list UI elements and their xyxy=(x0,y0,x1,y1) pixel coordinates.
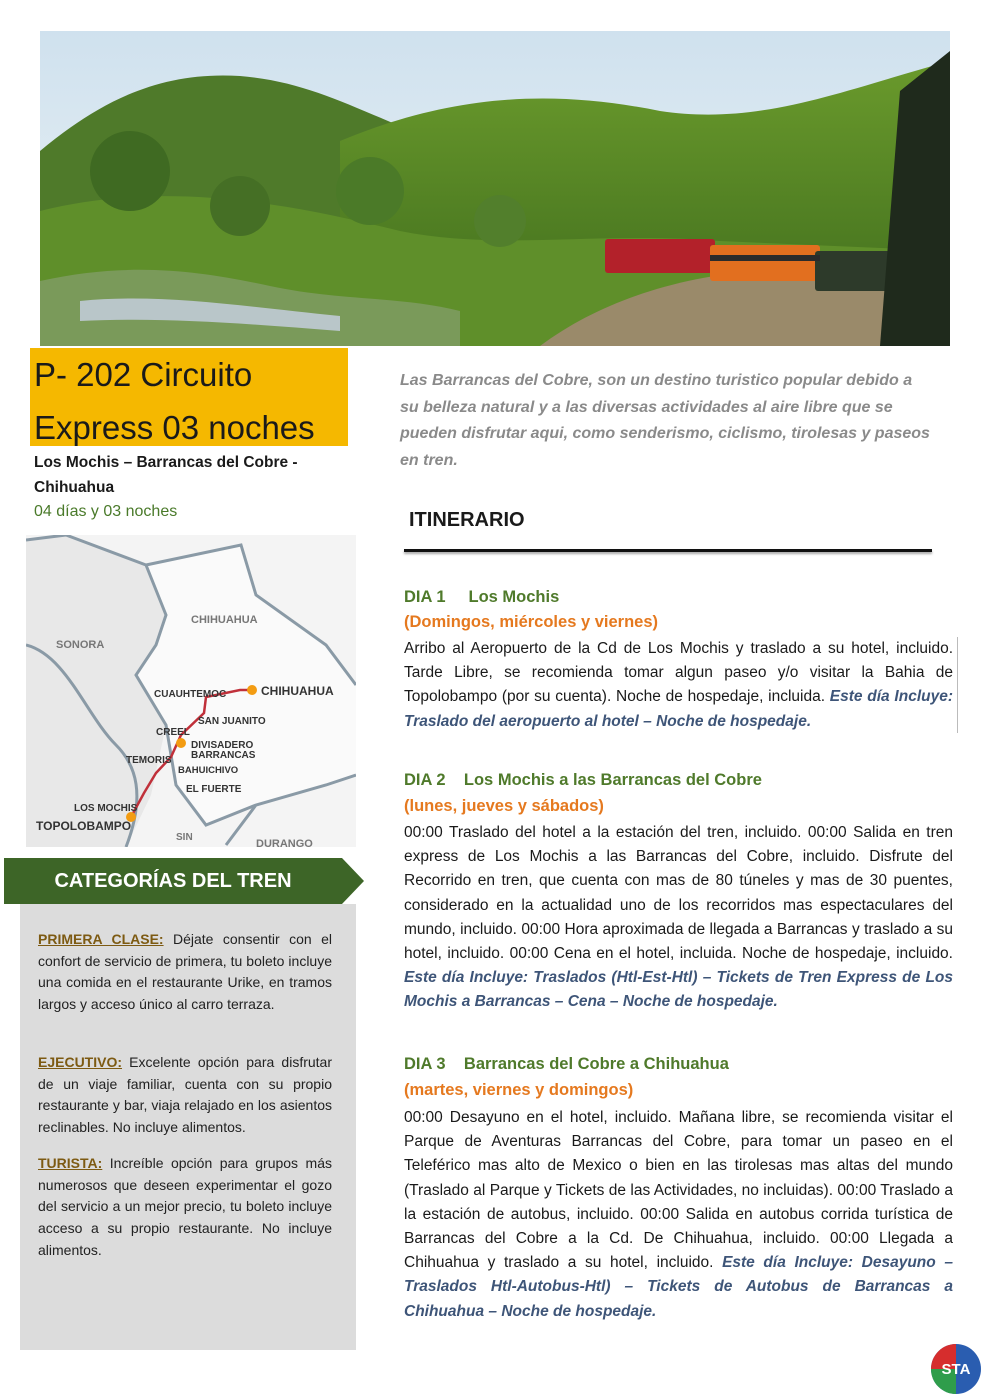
category-text: Excelente opción para disfrutar de un viaje familiar, cuenta con su propio restaurante y bar, viaja relajado en los asientos reclinables. No incluye alimentos. xyxy=(38,1054,332,1136)
map-city-cuauhtemoc: CUAUHTEMOC xyxy=(154,689,227,700)
day-3-includes: Este día Incluye: Desayuno – Traslados Htl-Autobus-Htl) – Tickets de Autobus de Barrancas a Chihuahua – Noche de hospedaje. xyxy=(404,1254,953,1320)
categories-banner xyxy=(4,858,364,904)
logo-text: STA xyxy=(941,1361,971,1378)
map-state-durango: DURANGO xyxy=(256,838,313,847)
day-1-includes: Este día Incluye: Traslado del aeropuerto al hotel – Noche de hospedaje. xyxy=(404,688,953,730)
categories-heading: CATEGORÍAS DEL TREN xyxy=(54,870,292,892)
map-city-el-fuerte: EL FUERTE xyxy=(186,784,242,795)
map-city-los-mochis: LOS MOCHIS xyxy=(74,803,138,814)
title-box xyxy=(30,348,348,446)
route: Los Mochis – Barrancas del Cobre - Chihuahua xyxy=(34,454,298,496)
day-1-weekdays: (Domingos, miércoles y viernes) xyxy=(404,613,659,631)
category-turista xyxy=(38,1153,332,1262)
category-name: TURISTA: xyxy=(38,1155,103,1171)
map-state-sonora: SONORA xyxy=(56,639,105,651)
title-line-2: Express 03 noches xyxy=(34,409,315,446)
itinerary-title: ITINERARIO xyxy=(409,509,525,531)
hero-photo xyxy=(40,31,950,346)
map-city-chihuahua: CHIHUAHUA xyxy=(261,684,334,698)
itinerary-divider xyxy=(404,549,932,552)
day-1-heading: DIA 1 Los Mochis xyxy=(404,588,560,606)
day-2-text xyxy=(404,821,953,1015)
day-3-weekdays: (martes, viernes y domingos) xyxy=(404,1081,634,1099)
map-state-chihuahua: CHIHUAHUA xyxy=(191,614,258,626)
category-primera xyxy=(38,929,332,1016)
map-city-topolobampo: TOPOLOBAMPO xyxy=(36,819,132,833)
map-city-creel: CREEL xyxy=(156,727,190,738)
category-ejecutivo xyxy=(38,1052,332,1139)
map-city-bahuichivo: BAHUICHIVO xyxy=(178,765,239,776)
category-text: Déjate consentir con el confort de servicio de primera, tu boleto incluye una comida en el restaurante Urike, en tramos largos y acceso único al carro terraza. xyxy=(38,931,332,1013)
category-name: EJECUTIVO: xyxy=(38,1054,123,1070)
day-3-text xyxy=(404,1106,953,1324)
intro-text: Las Barrancas del Cobre, son un destino turistico popular debido a su belleza natural y a las diversas actividades al aire libre que se pueden disfrutar aqui, como senderismo, ciclismo, tirolesas y paseos en tren. xyxy=(400,372,930,469)
category-text: Increíble opción para grupos más numerosos que deseen experimentar el gozo del servicio a un mejor precio, tu boleto incluye acceso a su propio restaurante. No incluye alimentos. xyxy=(38,1155,332,1258)
duration: 04 días y 03 noches xyxy=(34,503,178,520)
day-1-body: Arribo al Aeropuerto de la Cd de Los Mochis y traslado a su hotel, incluido. Tarde Libre, se recomienda tomar algun paseo y/o visitar la Bahia de Topolobampo (por su cuenta). Noche de hospedaje, incluida. xyxy=(404,640,953,706)
day-3-heading: DIA 3 Barrancas del Cobre a Chihuahua xyxy=(404,1055,729,1073)
title-line-1: P- 202 Circuito xyxy=(34,356,253,393)
category-name: PRIMERA CLASE: xyxy=(38,931,164,947)
day-2-includes: Este día Incluye: Traslados (Htl-Est-Htl) – Tickets de Tren Express de Los Mochis a Barrancas – Cena – Noche de hospedaje. xyxy=(404,969,953,1011)
day-1-text xyxy=(404,637,953,734)
day-2-weekdays: (lunes, jueves y sábados) xyxy=(404,797,604,815)
route-map xyxy=(26,535,356,847)
day-3-body: 00:00 Desayuno en el hotel, incluido. Mañana libre, se recomienda visitar el Parque de Aventuras Barrancas del Cobre, para tomar un paseo en el Teleférico mas alto de Mexico o bien en las tirolesas mas altas del mundo (Traslado al Parque y Tickets de las Actividades, no incluidas). 00:00 Traslado a la estación de autobus, incluido. 00:00 Salida en autobus corrida turística de Barrancas del Cobre a la Cd. De Chihuahua, incluido. 00:00 Llegada a Chihuahua y traslado a su hotel, incluido. xyxy=(404,1109,953,1272)
map-city-barrancas: BARRANCAS xyxy=(191,750,256,761)
map-city-san-juanito: SAN JUANITO xyxy=(198,716,266,727)
sta-logo xyxy=(930,1343,982,1395)
map-city-temoris: TEMORIS xyxy=(126,755,172,766)
day-1-side-rule xyxy=(957,637,958,733)
map-city-divisadero: DIVISADERO xyxy=(191,740,254,751)
day-2-body: 00:00 Traslado del hotel a la estación del tren, incluido. 00:00 Salida en tren express de Los Mochis a las Barrancas del Cobre, incluido. Disfrute del Recorrido en tren, que cuenta con mas de 80 túneles y mas de 30 puentes, considerado en la actualidad uno de los recorridos mas espectaculares del mundo, incluido. 00:00 Hora aproximada de llegada a Barrancas y traslado a su hotel, incluido. 00:00 Cena en el hotel, incluida. Noche de hospedaje, incluido. xyxy=(404,824,953,963)
map-label-sin: SIN xyxy=(176,832,193,843)
day-2-heading: DIA 2 Los Mochis a las Barrancas del Cobre xyxy=(404,771,762,789)
